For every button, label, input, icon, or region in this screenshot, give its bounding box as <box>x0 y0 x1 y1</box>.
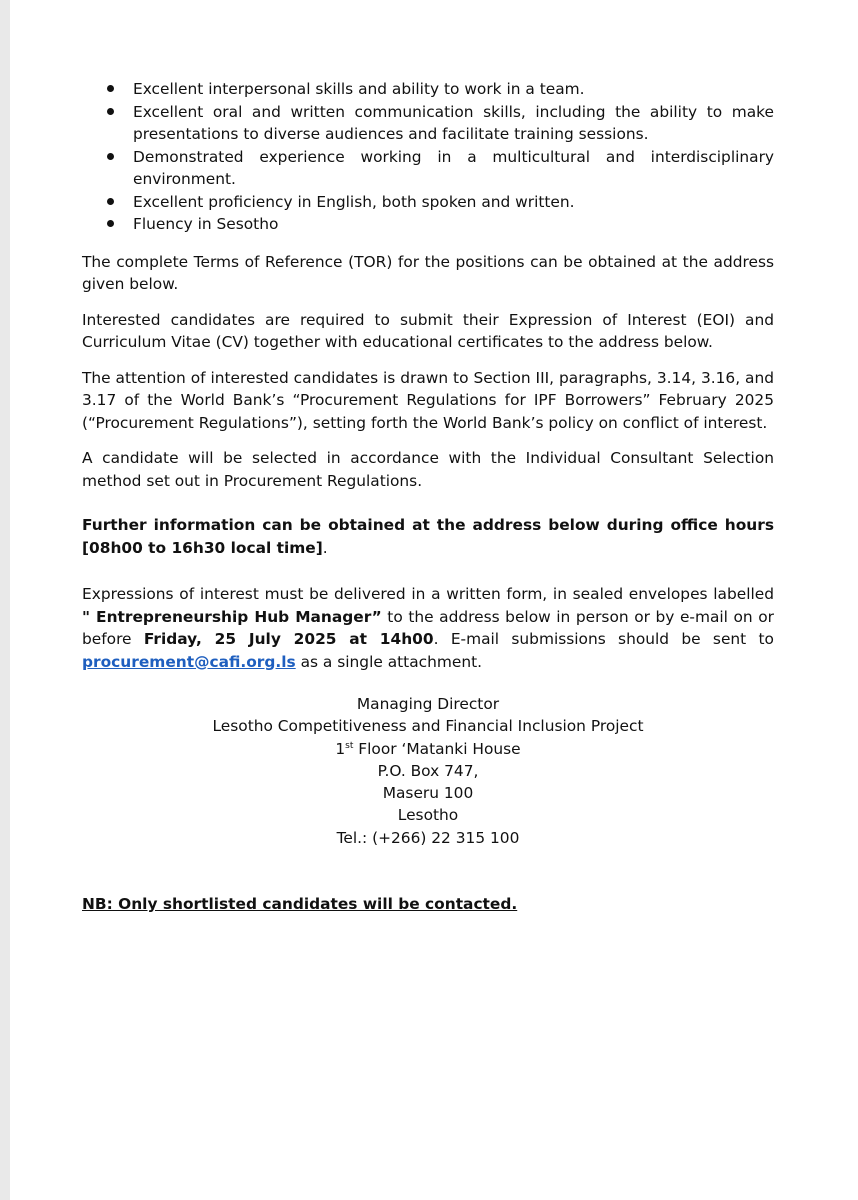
bullet-icon <box>107 220 114 227</box>
address-line: P.O. Box 747, <box>377 761 479 780</box>
submission-paragraph: Interested candidates are required to submit their Expression of Interest (EOI) and Curriculum Vitae (CV) together with educational certificates to the address below. <box>82 310 774 351</box>
conflict-of-interest-paragraph: The attention of interested candidates is drawn to Section III, paragraphs, 3.14, 3.16, and 3.17 of the World Bank’s “Procurement Regulations for IPF Borrowers” February 2025 (“Procurement Regulations”), setting forth the World Bank’s policy on conflict of interest. <box>82 368 774 432</box>
deadline: Friday, 25 July 2025 at 14h00 <box>143 630 434 648</box>
document-page <box>10 0 858 1200</box>
expressions-paragraph: Expressions of interest must be delivered in a written form, in sealed envelopes labelled " Entrepreneurship Hub Manager” to the address below in person or by e-mail on or before Friday, 25 July 2025 at 14h00. E-mail submissions should be sent to procurement@cafi.org.ls as a single attachment. <box>82 585 774 671</box>
contact-address <box>82 693 774 849</box>
bullet-icon <box>107 153 114 160</box>
address-line: Tel.: (+266) 22 315 100 <box>336 828 520 847</box>
list-item: Excellent interpersonal skills and ability to work in a team. <box>82 78 774 101</box>
address-line: Managing Director <box>356 695 500 713</box>
bullet-icon <box>107 108 114 115</box>
list-item: Fluency in Sesotho <box>82 213 774 236</box>
bullet-icon <box>107 85 114 92</box>
list-item: Demonstrated experience working in a multicultural and interdisciplinary environment. <box>82 146 774 191</box>
address-line: 1st Floor ‘Matanki House <box>335 739 521 758</box>
envelope-label: " Entrepreneurship Hub Manager” <box>82 607 382 626</box>
address-line: Lesotho Competitiveness and Financial Inclusion Project <box>212 717 644 736</box>
office-hours-text: Further information can be obtained at the address below during office hours [08h00 to 16h30 local time] <box>82 516 774 557</box>
list-item: Excellent oral and written communication skills, including the ability to make presentations to diverse audiences and facilitate training sessions. <box>82 101 774 146</box>
office-hours-period: . <box>322 538 328 557</box>
selection-method-paragraph: A candidate will be selected in accordance with the Individual Consultant Selection method set out in Procurement Regulations. <box>82 449 774 490</box>
address-line: Lesotho <box>397 806 459 825</box>
email-link[interactable]: procurement@cafi.org.ls <box>82 652 296 671</box>
list-item: Excellent proficiency in English, both spoken and written. <box>82 191 774 214</box>
tor-paragraph: The complete Terms of Reference (TOR) for the positions can be obtained at the address given below. <box>82 252 774 293</box>
bullet-icon <box>107 198 114 205</box>
office-hours-paragraph <box>82 514 774 559</box>
requirements-list <box>82 78 774 236</box>
document-body <box>82 78 774 916</box>
nb-notice: NB: Only shortlisted candidates will be contacted. <box>82 895 518 914</box>
address-line: Maseru 100 <box>382 784 474 803</box>
